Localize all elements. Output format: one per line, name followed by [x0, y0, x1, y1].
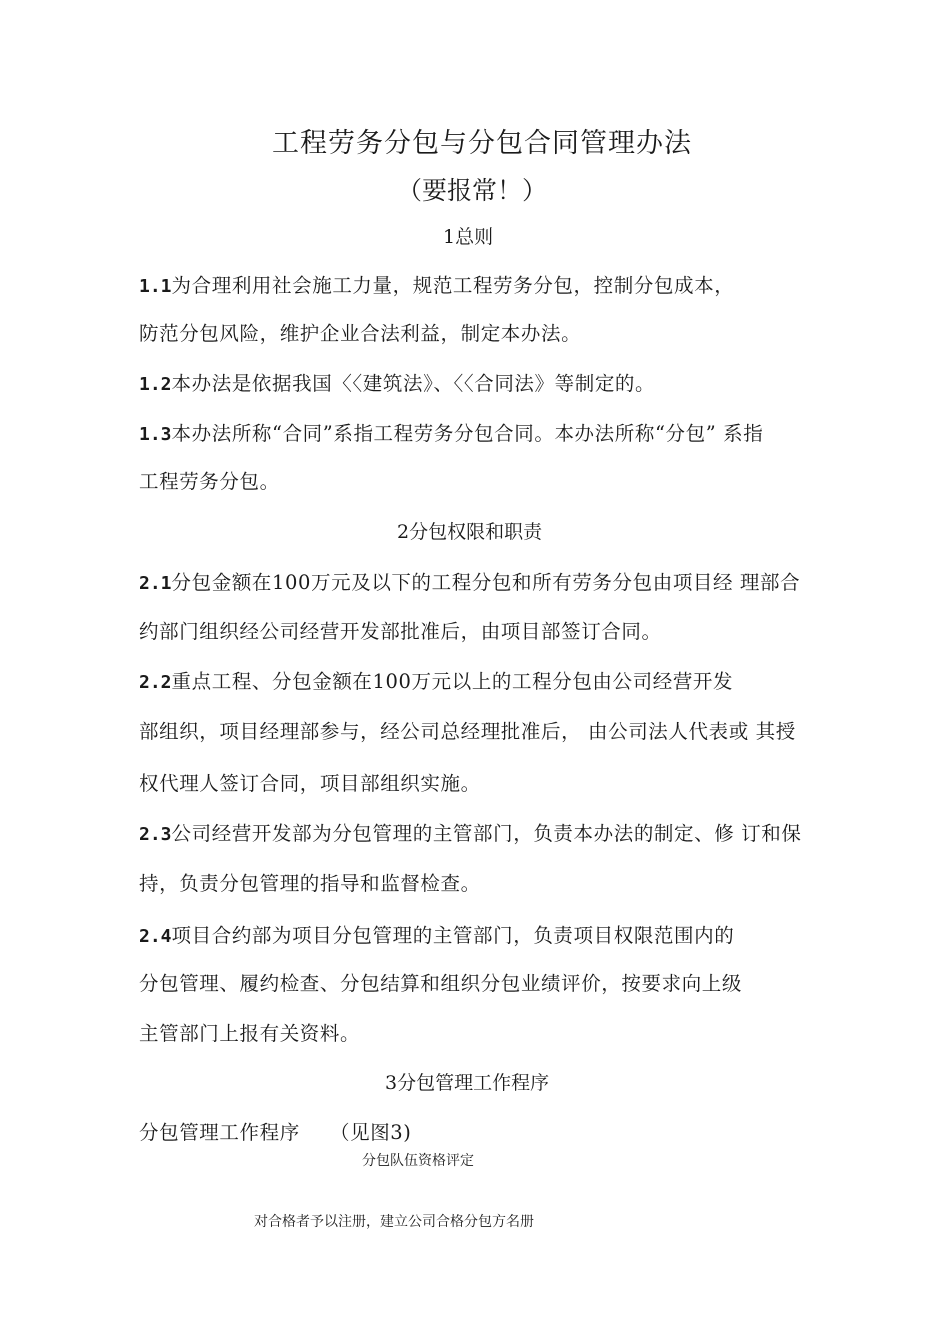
clause-number: 1.1: [139, 276, 172, 297]
paragraph-1-3: 1.3本办法所称“合同”系指工程劳务分包合同。本办法所称“分包” 系指: [139, 422, 764, 445]
figure-reference: （见图3): [330, 1121, 412, 1144]
clause-number: 1.3: [139, 424, 172, 445]
paragraph-2-4: 2.4项目合约部为项目分包管理的主管部门，负责项目权限范围内的: [139, 924, 735, 947]
clause-number: 2.2: [139, 672, 172, 693]
section-heading-3: 3分包管理工作程序: [385, 1072, 550, 1094]
flowchart-step-qualification: 分包队伍资格评定: [362, 1153, 474, 1169]
paragraph-2-1: 2.1分包金额在100万元及以下的工程分包和所有劳务分包由项目经 理部合: [139, 571, 801, 594]
clause-number: 2.4: [139, 926, 172, 947]
paragraph-1-2: 1.2本办法是依据我国〈〈建筑法》、〈〈合同法》等制定的。: [139, 372, 656, 395]
section-heading-2: 2分包权限和职责: [397, 521, 543, 543]
paragraph-line: 分包管理、履约检查、分包结算和组织分包业绩评价，按要求向上级: [139, 972, 743, 995]
clause-number: 2.1: [139, 573, 172, 594]
paragraph-line: 部组织，项目经理部参与，经公司总经理批准后， 由公司法人代表或 其授: [139, 720, 796, 743]
clause-number: 2.3: [139, 824, 172, 845]
paragraph-line: 持，负责分包管理的指导和监督检查。: [139, 872, 481, 895]
procedure-intro: 分包管理工作程序: [139, 1121, 300, 1144]
paragraph-line: 约部门组织经公司经营开发部批准后，由项目部签订合同。: [139, 620, 662, 643]
document-subtitle: （要报常！）: [397, 176, 548, 205]
paragraph-1-1: 1.1为合理利用社会施工力量，规范工程劳务分包，控制分包成本，: [139, 274, 735, 297]
clause-number: 1.2: [139, 374, 172, 395]
section-heading-1: 1总则: [443, 226, 494, 248]
paragraph-line: 工程劳务分包。: [139, 470, 280, 493]
flowchart-step-registration: 对合格者予以注册，建立公司合格分包方名册: [254, 1214, 534, 1230]
document-title: 工程劳务分包与分包合同管理办法: [272, 128, 692, 159]
paragraph-2-3: 2.3公司经营开发部为分包管理的主管部门，负责本办法的制定、修 订和保: [139, 822, 802, 845]
paragraph-line: 防范分包风险，维护企业合法利益，制定本办法。: [139, 322, 582, 345]
paragraph-line: 权代理人签订合同，项目部组织实施。: [139, 772, 481, 795]
paragraph-line: 主管部门上报有关资料。: [139, 1022, 361, 1045]
paragraph-2-2: 2.2重点工程、分包金额在100万元以上的工程分包由公司经营开发: [139, 670, 734, 693]
